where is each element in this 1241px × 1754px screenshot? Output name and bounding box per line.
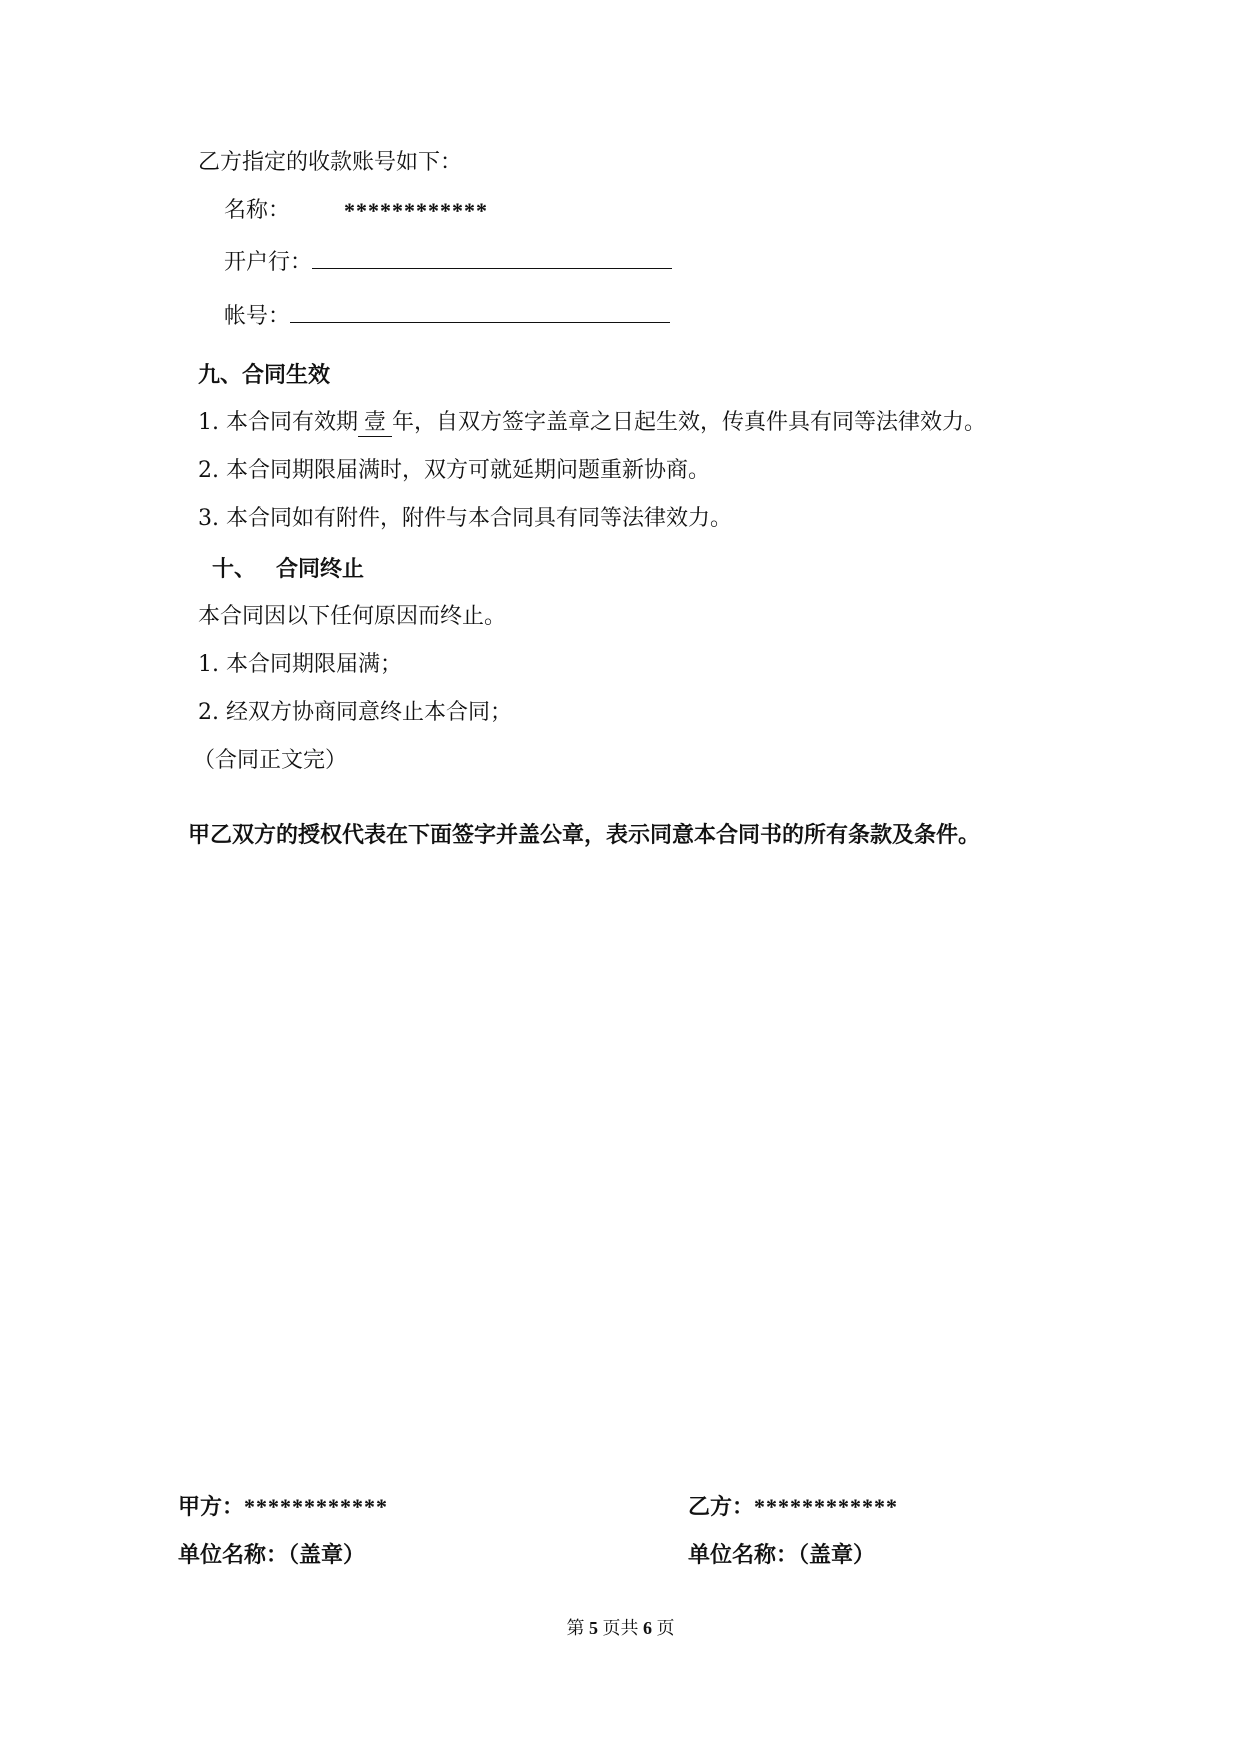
section9-item1 (198, 408, 986, 438)
footer-total-pages: 6 (643, 1618, 652, 1638)
account-name-label: 名称： (224, 198, 291, 223)
account-bank-label: 开户行： (224, 250, 313, 275)
footer-prefix: 第 (566, 1618, 585, 1638)
account-name-row (224, 196, 488, 226)
section9-item3: 3. 本合同如有附件，附件与本合同具有同等法律效力。 (198, 506, 732, 531)
section10-intro: 本合同因以下任何原因而终止。 (198, 604, 507, 629)
party-a-value: ************ (244, 1494, 389, 1519)
section10-heading (212, 554, 364, 584)
party-b-unit-label: 单位名称：（盖章） (688, 1542, 876, 1568)
account-intro: 乙方指定的收款账号如下： (198, 150, 463, 175)
declaration: 甲乙双方的授权代表在下面签字并盖公章，表示同意本合同书的所有条款及条件。 (188, 822, 981, 848)
party-b-row (688, 1492, 898, 1522)
account-number-blank (290, 298, 670, 323)
account-bank-row (224, 244, 672, 278)
section10-item1: 1. 本合同期限届满； (198, 652, 402, 677)
section10-heading-number: 十、 (212, 556, 257, 582)
footer-suffix: 页 (656, 1618, 675, 1638)
party-a-unit-label: 单位名称：（盖章） (178, 1542, 366, 1568)
footer-middle: 页共 (602, 1618, 639, 1638)
page-footer (0, 1614, 1241, 1640)
party-a-row (178, 1492, 388, 1522)
party-a-label: 甲方： (178, 1494, 245, 1520)
section9-heading: 九、合同生效 (198, 362, 331, 388)
section9-item1-suffix: 年，自双方签字盖章之日起生效，传真件具有同等法律效力。 (392, 410, 987, 435)
validity-period-fill: 壹 (358, 410, 392, 437)
end-note: （合同正文完） (193, 748, 348, 773)
section10-item2: 2. 经双方协商同意终止本合同； (198, 700, 512, 725)
party-b-value: ************ (754, 1494, 899, 1519)
section9-item2: 2. 本合同期限届满时，双方可就延期问题重新协商。 (198, 458, 710, 483)
account-bank-blank (312, 244, 672, 269)
account-number-label: 帐号： (224, 304, 291, 329)
party-b-label: 乙方： (688, 1494, 755, 1520)
account-name-value: ************ (344, 198, 488, 223)
account-number-row (224, 298, 670, 332)
footer-current-page: 5 (589, 1618, 598, 1638)
section10-heading-text: 合同终止 (276, 556, 365, 582)
section9-item1-prefix: 1. 本合同有效期 (198, 410, 358, 435)
